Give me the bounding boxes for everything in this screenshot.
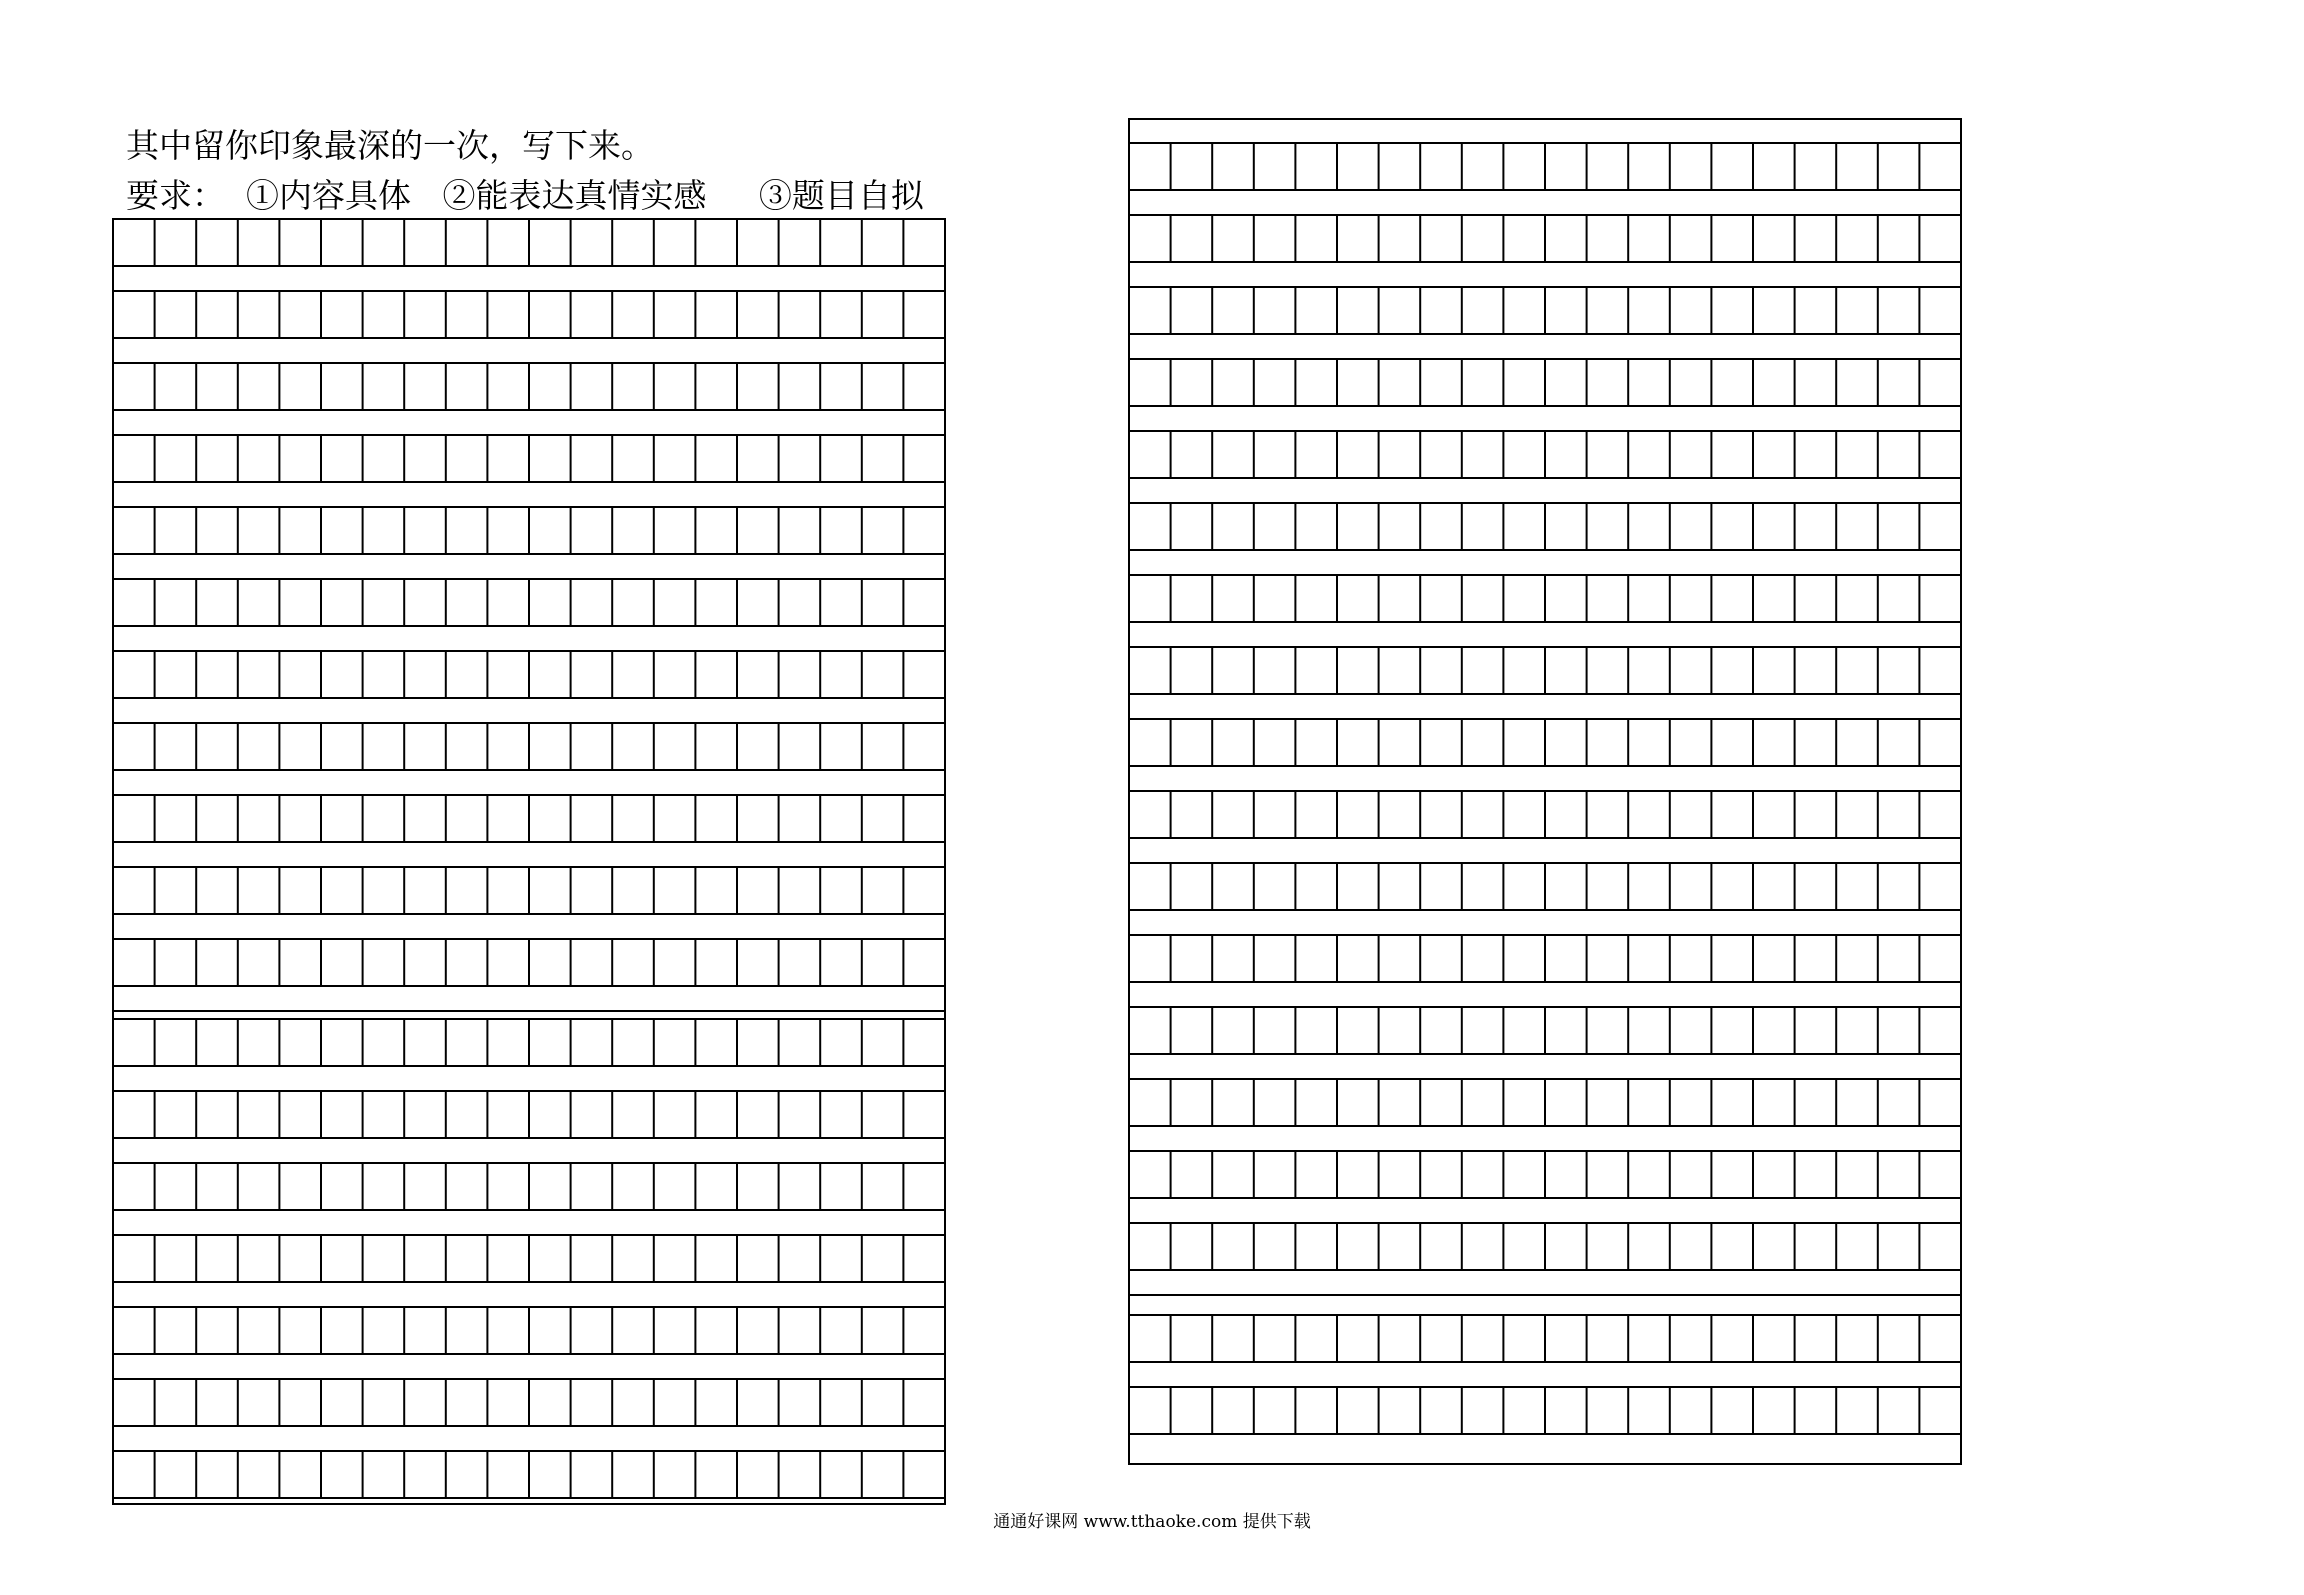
writing-row: [1129, 431, 1961, 478]
footer-credit: 通通好课网 www.tthaoke.com 提供下载: [993, 1512, 1311, 1532]
writing-row: [113, 219, 945, 266]
writing-row: [113, 1379, 945, 1426]
writing-row: [1129, 1315, 1961, 1362]
writing-row: [113, 1451, 945, 1498]
writing-row: [113, 651, 945, 698]
writing-row: [113, 363, 945, 410]
writing-row: [113, 1307, 945, 1354]
writing-row: [1129, 359, 1961, 406]
writing-row: [1129, 575, 1961, 622]
right-writing-grid: [1128, 118, 1962, 1465]
writing-row: [1129, 1079, 1961, 1126]
requirements-text: 要求： ①内容具体 ②能表达真情实感 ③题目自拟: [126, 176, 924, 215]
writing-row: [113, 1091, 945, 1138]
grid-svg: [112, 218, 946, 1505]
writing-row: [1129, 863, 1961, 910]
writing-row: [113, 795, 945, 842]
writing-row: [113, 867, 945, 914]
writing-row: [1129, 935, 1961, 982]
writing-row: [1129, 719, 1961, 766]
writing-row: [1129, 143, 1961, 190]
writing-row: [1129, 1387, 1961, 1434]
writing-row: [113, 507, 945, 554]
writing-row: [113, 1163, 945, 1210]
writing-row: [113, 1019, 945, 1066]
writing-row: [1129, 1223, 1961, 1270]
writing-row: [113, 939, 945, 986]
writing-row: [1129, 647, 1961, 694]
writing-row: [1129, 215, 1961, 262]
writing-row: [1129, 1151, 1961, 1198]
writing-row: [113, 579, 945, 626]
writing-row: [113, 723, 945, 770]
writing-row: [113, 291, 945, 338]
writing-row: [113, 1235, 945, 1282]
writing-row: [113, 435, 945, 482]
left-writing-grid: [112, 218, 946, 1505]
grid-svg: [1128, 118, 1962, 1465]
writing-row: [1129, 287, 1961, 334]
writing-row: [1129, 791, 1961, 838]
writing-row: [1129, 1007, 1961, 1054]
prompt-text: 其中留你印象最深的一次，写下来。: [126, 126, 654, 165]
writing-row: [1129, 503, 1961, 550]
